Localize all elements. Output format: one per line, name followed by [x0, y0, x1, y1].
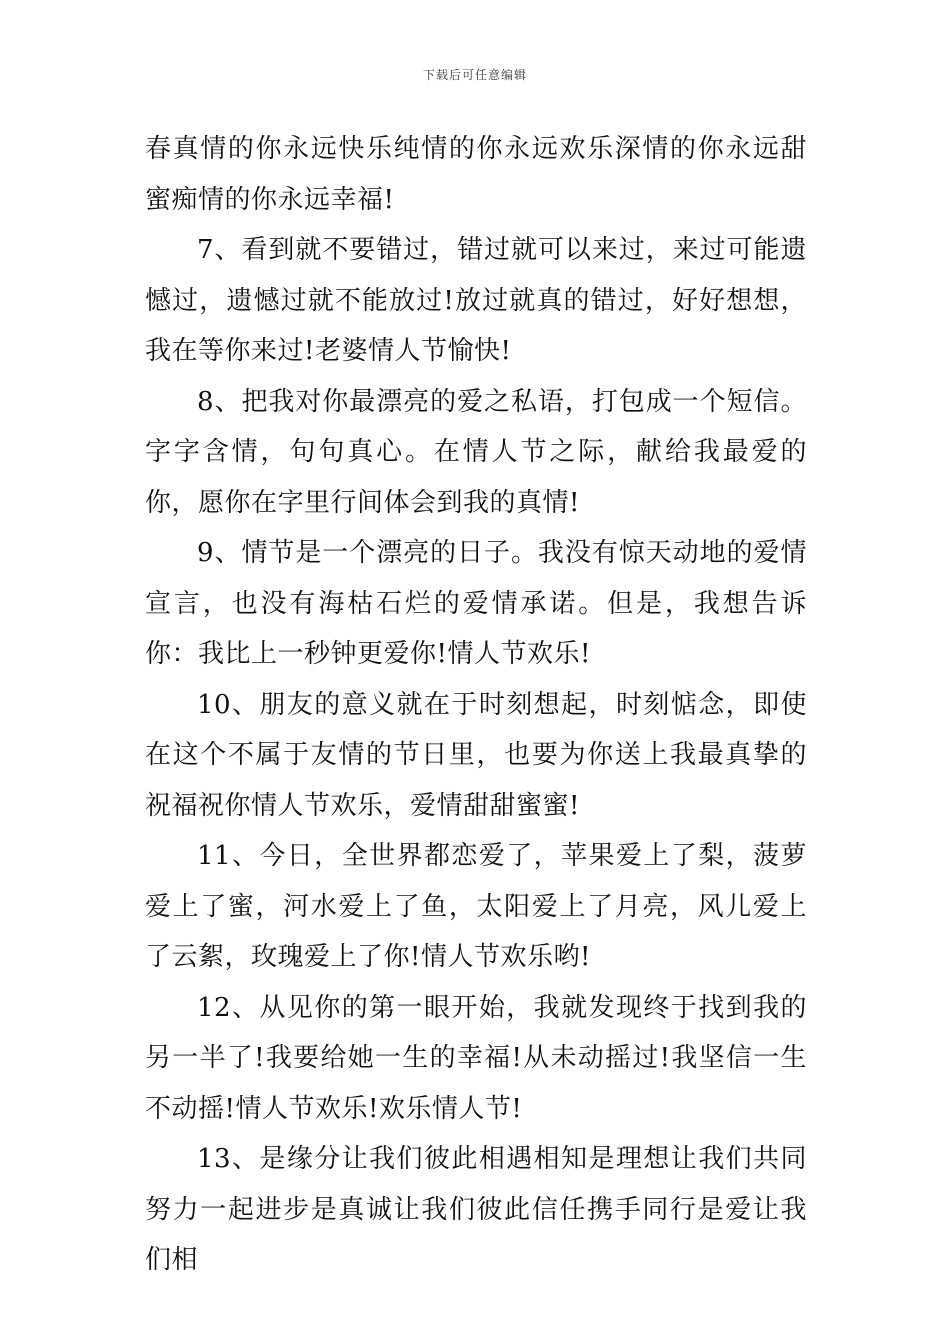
paragraph-item-13: 13、是缘分让我们彼此相遇相知是理想让我们共同努力一起进步是真诚让我们彼此信任携手同行是爱让我们相 — [145, 1144, 807, 1275]
paragraph-item-10: 10、朋友的意义就在于时刻想起，时刻惦念，即使在这个不属于友情的节日里，也要为你送上我最真挚的祝福祝你情人节欢乐，爱情甜甜蜜蜜! — [145, 689, 807, 821]
document-body — [145, 124, 807, 1286]
page-header: 下载后可任意编辑 — [422, 68, 527, 82]
paragraph-item-12: 12、从见你的第一眼开始，我就发现终于找到我的另一半了!我要给她一生的幸福!从未动摇过!我坚信一生不动摇!情人节欢乐!欢乐情人节! — [145, 992, 807, 1124]
paragraph-item-9: 9、情节是一个漂亮的日子。我没有惊天动地的爱情宣言，也没有海枯石烂的爱情承诺。但是，我想告诉你：我比上一秒钟更爱你!情人节欢乐! — [145, 538, 807, 669]
paragraph-item-7: 7、看到就不要错过，错过就可以来过，来过可能遗憾过，遗憾过就不能放过!放过就真的错过，好好想想，我在等你来过!老婆情人节愉快! — [145, 235, 807, 366]
paragraph-item-11: 11、今日，全世界都恋爱了，苹果爱上了梨，菠萝爱上了蜜，河水爱上了鱼，太阳爱上了月亮，风儿爱上了云絮，玫瑰爱上了你!情人节欢乐哟! — [145, 841, 807, 972]
paragraph-continuation: 春真情的你永远快乐纯情的你永远欢乐深情的你永远甜蜜痴情的你永远幸福! — [145, 134, 807, 215]
paragraph-item-8: 8、把我对你最漂亮的爱之私语，打包成一个短信。字字含情，句句真心。在情人节之际，献给我最爱的你，愿你在字里行间体会到我的真情! — [145, 386, 807, 518]
